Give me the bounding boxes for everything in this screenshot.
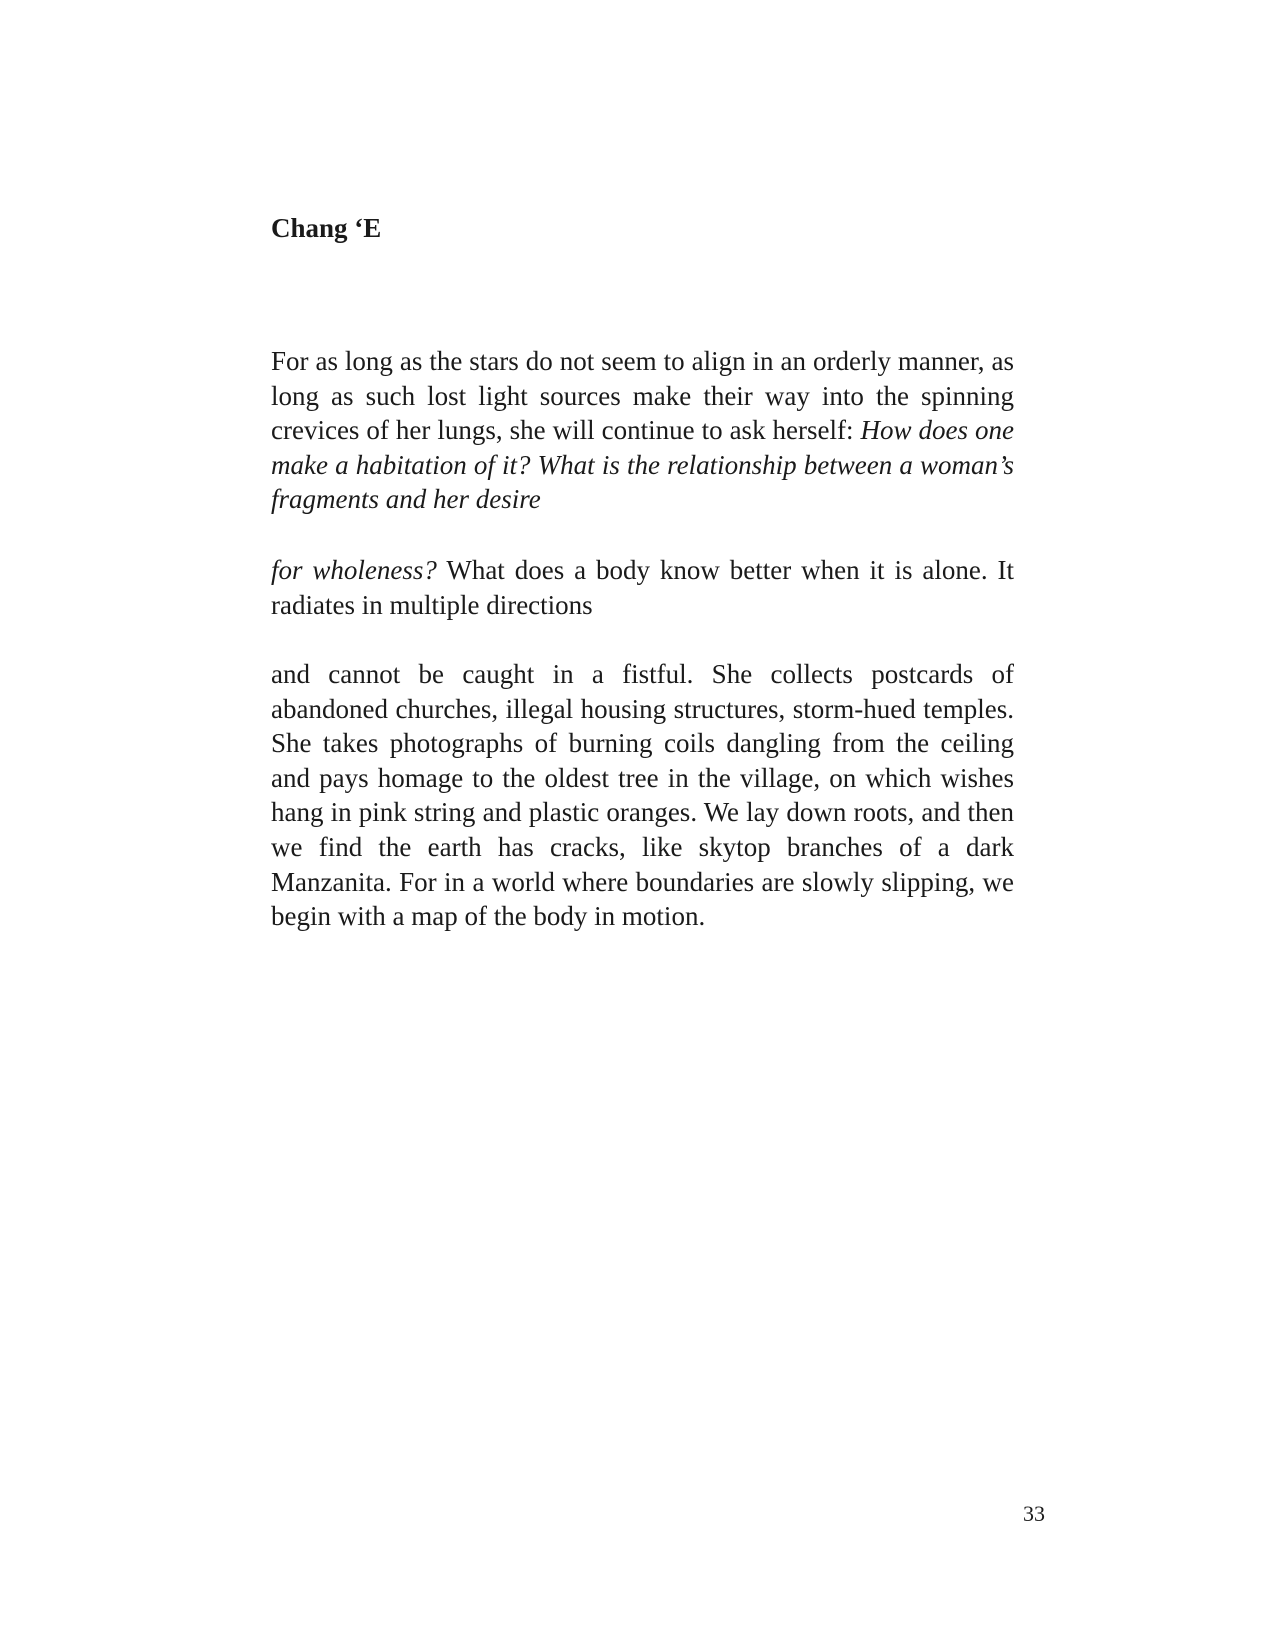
poem-title: Chang ‘E [271,213,382,243]
paragraph-3 [271,657,1014,934]
paragraph-1-text: For as long as the stars do not seem to align in an orderly manner, as long as such lost light sources make their way into the spinning crevices of her lungs, she will continue to ask herself: [271,346,1014,446]
paragraph-1-italic-text: How does one make a habitation of it? What is the relationship between a woman’s fragments and her desire [271,415,1014,515]
paragraph-2-text: What does a body know better when it is alone. It radiates in multiple directions [271,555,1014,620]
paragraph-1 [271,344,1014,517]
paragraph-2-italic-text: for wholeness? [271,555,437,585]
page-number: 33 [1023,1501,1045,1526]
paragraph-2 [271,553,1014,622]
paragraph-3-text: and cannot be caught in a fistful. She collects postcards of abandoned churches, illegal housing structures, storm-hued temples. She takes photographs of burning coils dangling from the ceiling and pays homage to the oldest tree in the village, on which wishes hang in pink string and plastic oranges. We lay down roots, and then we find the earth has cracks, like skytop branches of a dark Manzanita. For in a world where boundaries are slowly slipping, we begin with a map of the body in motion. [271,659,1014,932]
